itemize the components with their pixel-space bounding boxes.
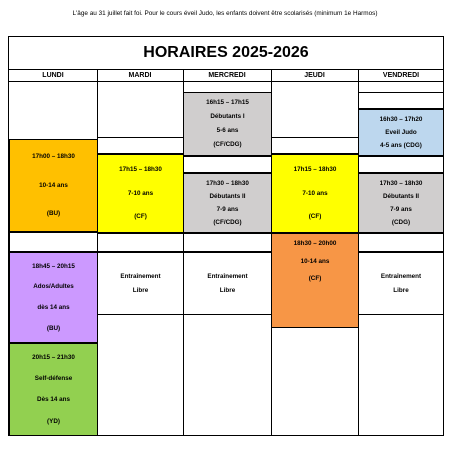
mercredi-course-1 xyxy=(183,92,272,156)
course-code: (CF/CDG) xyxy=(213,218,242,226)
break-row xyxy=(9,232,98,252)
empty-cell xyxy=(358,92,444,109)
course-time: 17h30 – 18h30 xyxy=(379,179,423,187)
schedule-table xyxy=(8,36,444,436)
training-label-2: Libre xyxy=(393,286,409,294)
course-code: (CF/CDG) xyxy=(213,141,242,149)
course-age: 4-5 ans (CDG) xyxy=(380,141,422,149)
mardi-free-training xyxy=(97,252,184,315)
course-age: Dès 14 ans xyxy=(37,396,70,404)
course-group: Self-défense xyxy=(34,375,73,383)
empty-cell xyxy=(358,156,444,173)
lundi-course-3 xyxy=(9,343,98,436)
jeudi-course-2 xyxy=(271,233,359,328)
break-row xyxy=(97,233,184,252)
header-jeudi: JEUDI xyxy=(271,70,358,82)
course-time: 18h45 – 20h15 xyxy=(32,262,75,270)
empty-cell xyxy=(97,137,184,154)
course-age: 7-10 ans xyxy=(302,189,328,197)
course-code: (YD) xyxy=(47,417,60,425)
training-label-2: Libre xyxy=(219,286,236,294)
break-row xyxy=(358,233,444,252)
course-time: 17h15 – 18h30 xyxy=(119,166,162,174)
course-group: Débutants II xyxy=(209,192,246,200)
training-label-2: Libre xyxy=(132,286,149,294)
course-age: 7-10 ans xyxy=(127,189,154,197)
course-code: (BU) xyxy=(46,324,61,332)
course-time: 17h30 – 18h30 xyxy=(206,179,249,187)
course-time: 18h30 – 20h00 xyxy=(293,240,337,247)
course-age: 7-9 ans xyxy=(216,205,239,213)
age-note: L'âge au 31 juillet fait foi. Pour le cours éveil Judo, les enfants doivent être scolarisés (minimum 1e Harmos) xyxy=(72,10,378,17)
training-label: Entraînement xyxy=(380,272,422,280)
mardi-course-1 xyxy=(97,154,184,233)
header-vendredi: VENDREDI xyxy=(358,70,444,82)
course-age: 5-6 ans xyxy=(216,127,239,135)
training-label: Entraînement xyxy=(120,272,161,280)
course-time: 16h15 – 17h15 xyxy=(206,99,249,107)
lundi-course-1 xyxy=(9,139,98,232)
empty-cell xyxy=(183,156,272,173)
vendredi-course-2 xyxy=(358,173,444,233)
course-time: 17h15 – 18h30 xyxy=(293,166,337,174)
jeudi-course-1 xyxy=(271,154,359,233)
mercredi-free-training xyxy=(183,252,272,315)
vendredi-free-training xyxy=(358,252,444,315)
course-time: 16h30 – 17h20 xyxy=(379,115,423,123)
course-code: (BU) xyxy=(46,210,61,218)
course-age: 10-14 ans xyxy=(39,181,68,189)
header-lundi: LUNDI xyxy=(9,70,97,82)
course-code: (CF) xyxy=(308,213,322,221)
course-code: (CF) xyxy=(134,213,147,221)
course-age: dès 14 ans xyxy=(37,304,70,312)
training-label: Entraînement xyxy=(207,272,248,280)
header-mercredi: MERCREDI xyxy=(183,70,271,82)
course-group: Ados/Adultes xyxy=(33,283,74,291)
course-code: (CDG) xyxy=(391,218,411,226)
schedule-title: HORAIRES 2025-2026 xyxy=(9,37,443,70)
lundi-course-2 xyxy=(9,252,98,343)
course-code: (CF) xyxy=(308,275,322,283)
mercredi-course-2 xyxy=(183,173,272,233)
break-row xyxy=(183,233,272,252)
header-mardi: MARDI xyxy=(97,70,183,82)
course-group: Eveil Judo xyxy=(385,128,417,136)
course-time: 17h00 – 18h30 xyxy=(32,153,75,161)
course-age: 10-14 ans xyxy=(300,257,330,265)
course-group: Débutants II xyxy=(382,192,420,200)
empty-cell xyxy=(271,137,359,154)
course-age: 7-9 ans xyxy=(390,205,412,213)
vendredi-course-1 xyxy=(358,109,444,156)
course-time: 20h15 – 21h30 xyxy=(32,353,75,361)
course-group: Débutants I xyxy=(210,113,245,121)
